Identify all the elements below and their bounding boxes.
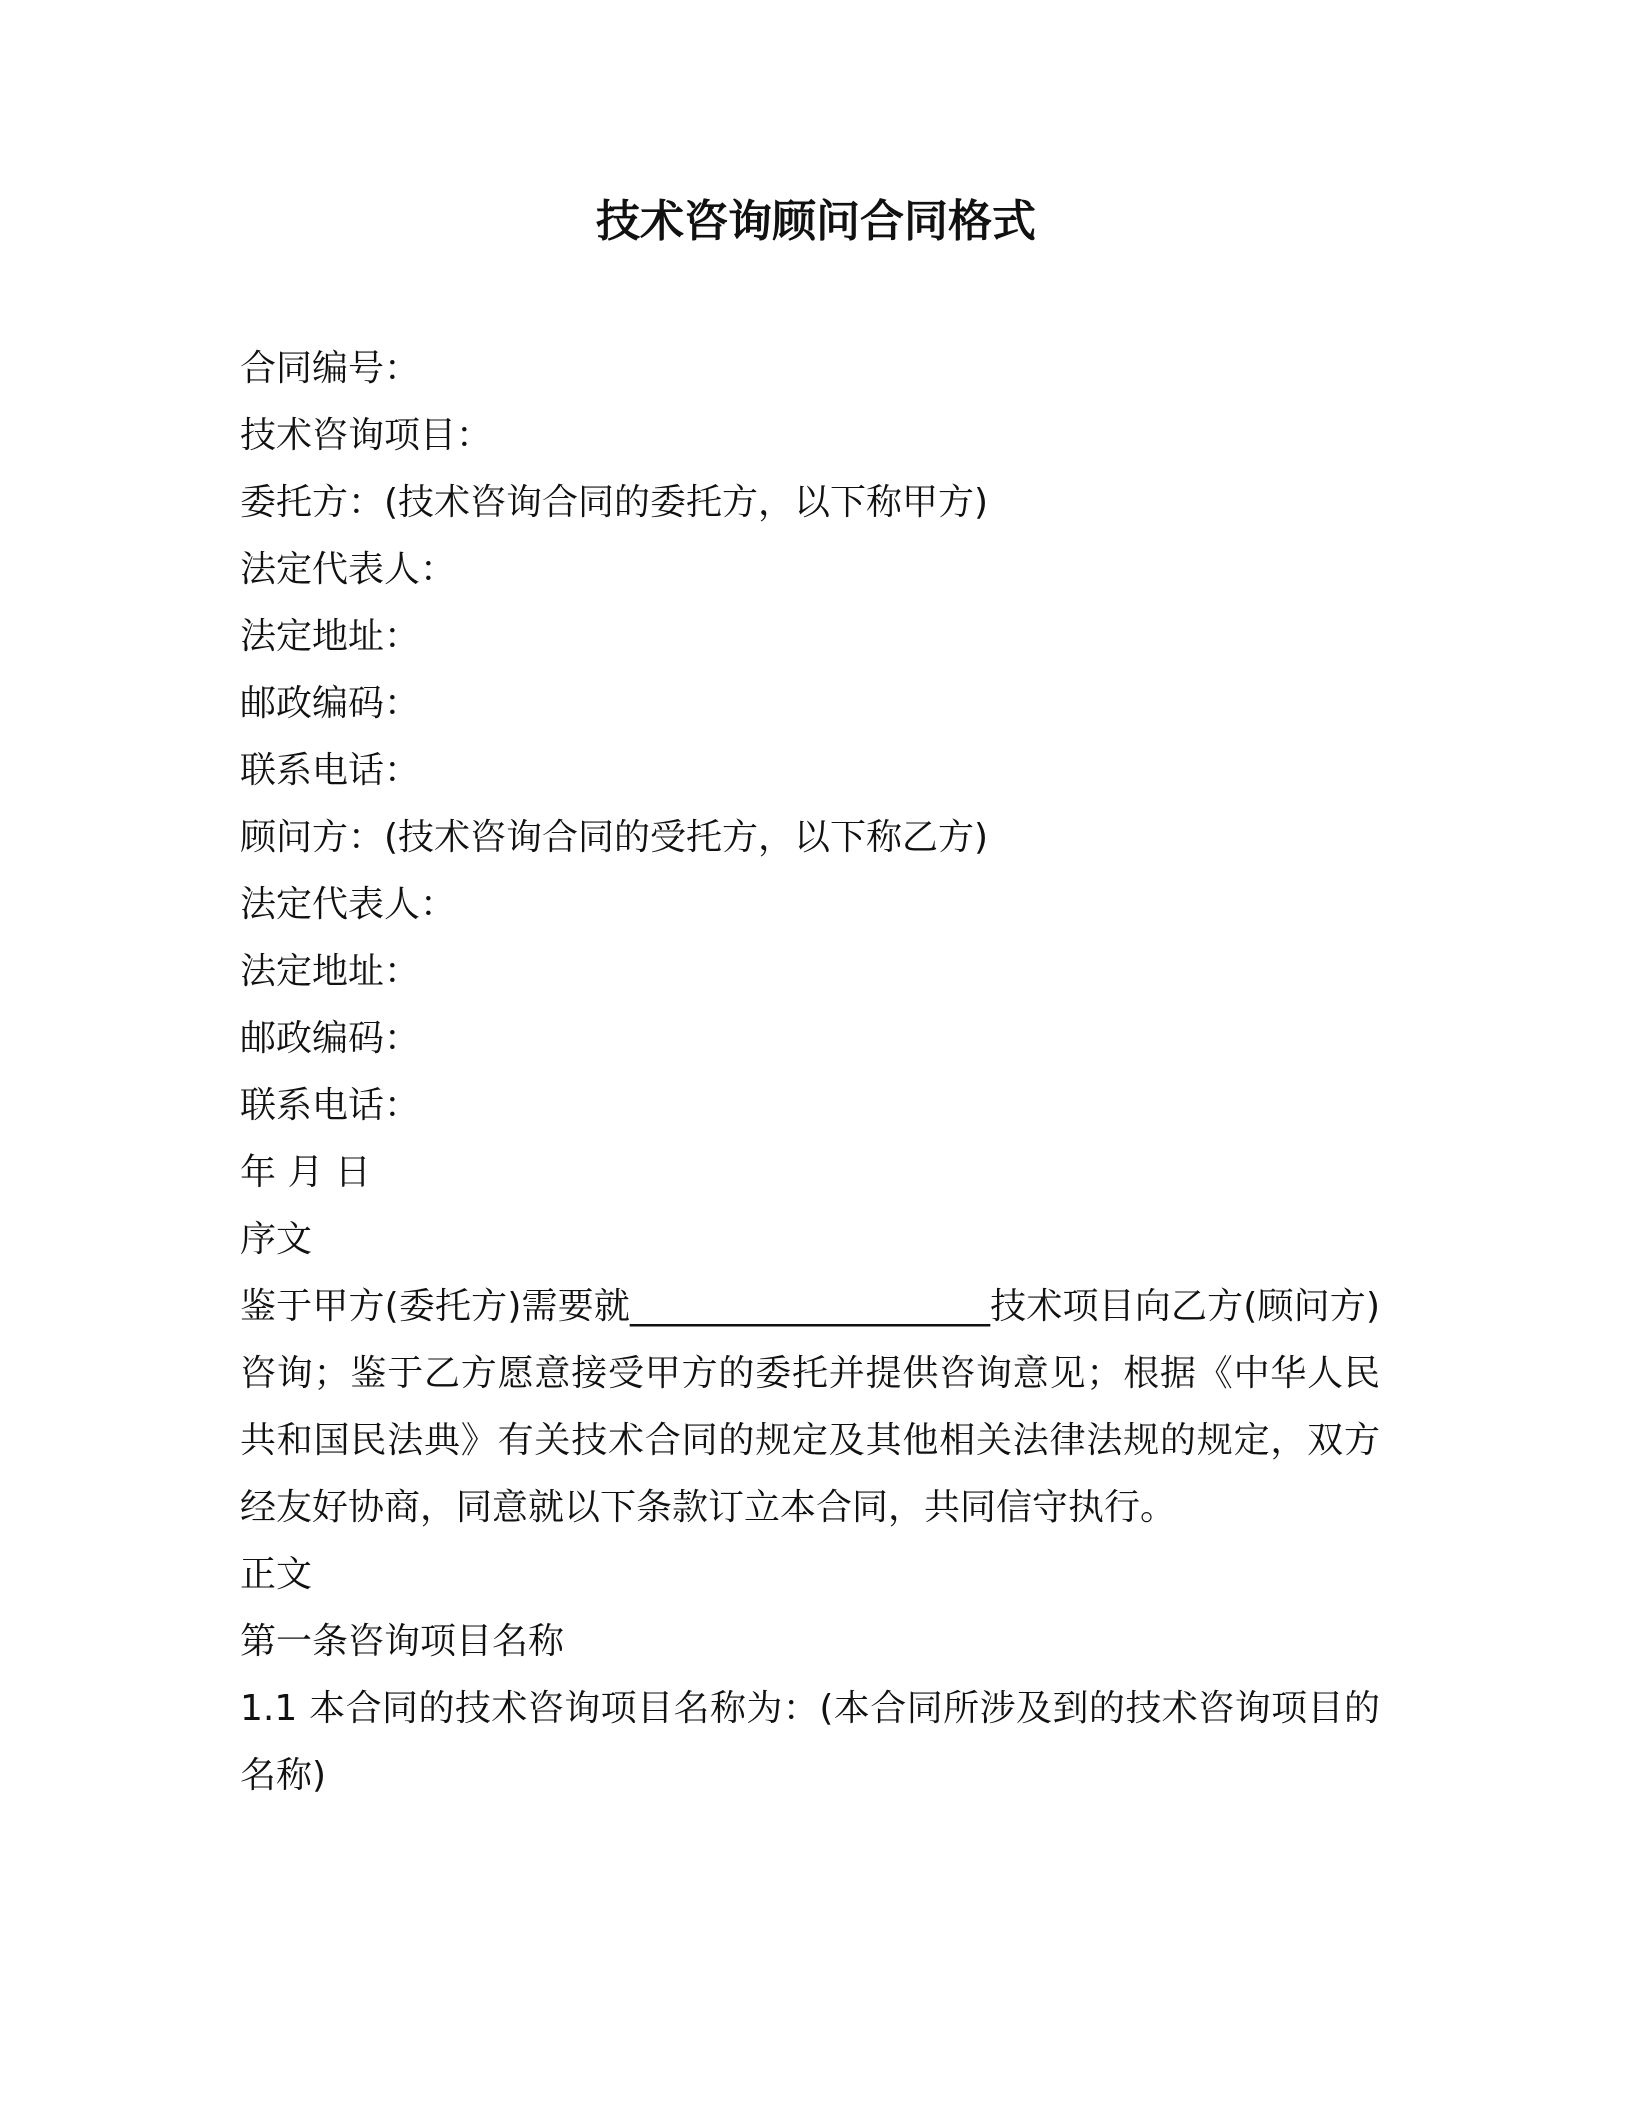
field-client: 委托方：(技术咨询合同的委托方，以下称甲方) xyxy=(240,482,989,523)
document-body xyxy=(240,335,1380,1809)
document-title: 技术咨询顾问合同格式 xyxy=(596,196,1036,247)
field-consultant-legal-representative: 法定代表人： xyxy=(240,884,457,925)
article-1-heading: 第一条咨询项目名称 xyxy=(240,1621,565,1662)
preface-heading: 序文 xyxy=(240,1219,313,1260)
field-consultant: 顾问方：(技术咨询合同的受托方，以下称乙方) xyxy=(240,817,989,858)
field-consultant-legal-address: 法定地址： xyxy=(240,951,421,992)
field-date: 年 月 日 xyxy=(240,1152,371,1193)
field-consulting-project: 技术咨询项目： xyxy=(240,415,493,456)
field-client-phone: 联系电话： xyxy=(240,750,421,791)
field-client-legal-address: 法定地址： xyxy=(240,616,421,657)
field-client-postal-code: 邮政编码： xyxy=(240,683,421,724)
body-heading: 正文 xyxy=(240,1554,313,1595)
field-contract-number: 合同编号： xyxy=(240,348,421,389)
preface-paragraph: 鉴于甲方(委托方)需要就____________________技术项目向乙方(顾问方)咨询；鉴于乙方愿意接受甲方的委托并提供咨询意见；根据《中华人民共和国民法典》有关技术合同的规定及其他相关法律法规的规定，双方经友好协商，同意就以下条款订立本合同，共同信守执行。 xyxy=(240,1286,1380,1528)
article-1-item-1-1: 1.1 本合同的技术咨询项目名称为：(本合同所涉及到的技术咨询项目的名称) xyxy=(240,1688,1380,1796)
field-client-legal-representative: 法定代表人： xyxy=(240,549,457,590)
field-consultant-phone: 联系电话： xyxy=(240,1085,421,1126)
field-consultant-postal-code: 邮政编码： xyxy=(240,1018,421,1059)
